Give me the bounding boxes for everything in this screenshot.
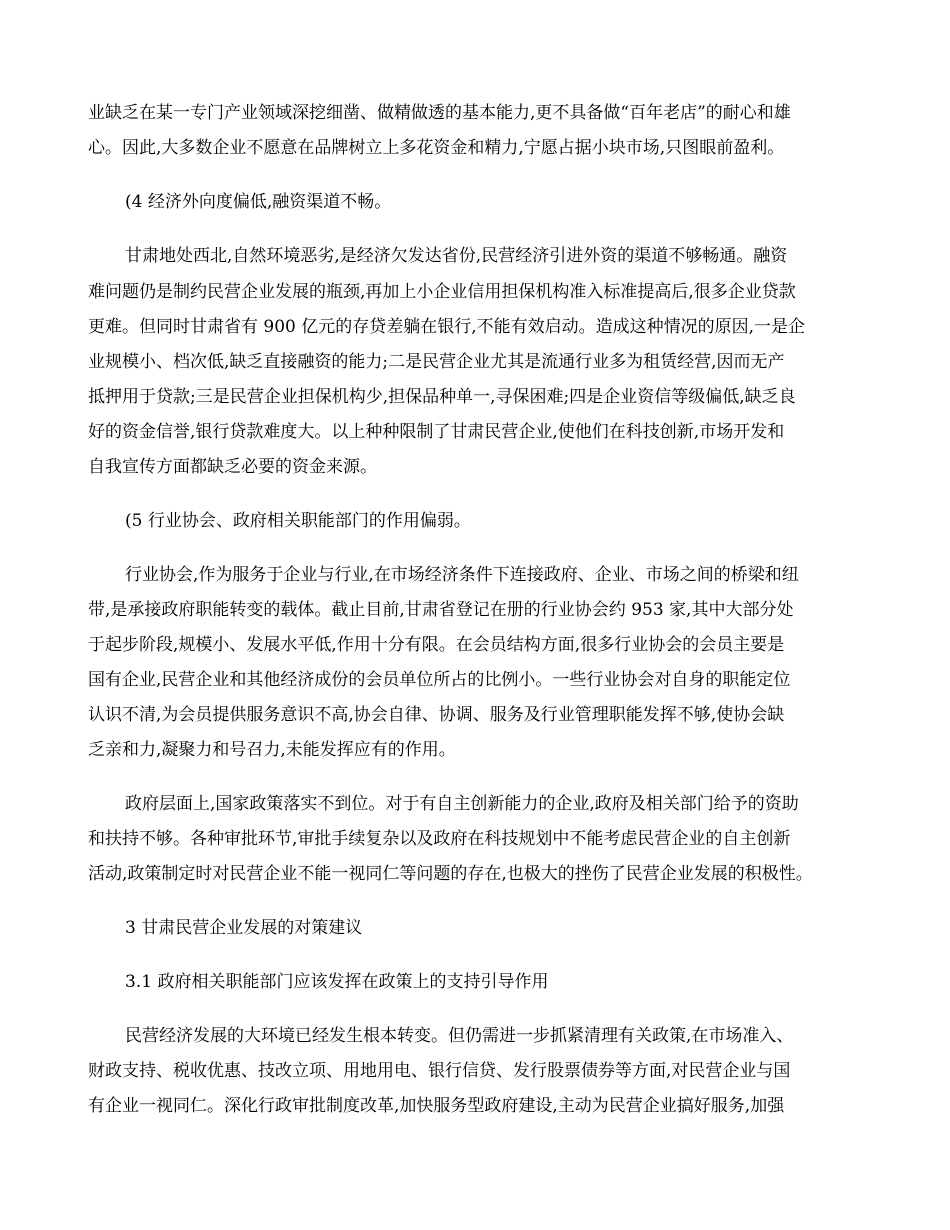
text-line: 国有企业,民营企业和其他经济成份的会员单位所占的比例小。一些行业协会对自身的职能定位 bbox=[88, 670, 791, 690]
text-line: 好的资金信誉,银行贷款难度大。以上种种限制了甘肃民营企业,使他们在科技创新,市场开发和 bbox=[88, 422, 785, 442]
text-line: 难问题仍是制约民营企业发展的瓶颈,再加上小企业信用担保机构准入标准提高后,很多企业贷款 bbox=[88, 282, 796, 302]
text-line: 业规模小、档次低,缺乏直接融资的能力;二是民营企业尤其是流通行业多为租赁经营,因而无产 bbox=[88, 352, 785, 372]
text-line: 乏亲和力,凝聚力和号召力,未能发挥应有的作用。 bbox=[88, 740, 456, 760]
text-line: 于起步阶段,规模小、发展水平低,作用十分有限。在会员结构方面,很多行业协会的会员主要是 bbox=[88, 635, 785, 655]
text-line: 有企业一视同仁。深化行政审批制度改革,加快服务型政府建设,主动为民营企业搞好服务,加强 bbox=[88, 1096, 785, 1116]
text-line: 财政支持、税收优惠、技改立项、用地用电、银行信贷、发行股票债券等方面,对民营企业与国 bbox=[88, 1061, 791, 1081]
text-line: 认识不清,为会员提供服务意识不高,协会自律、协调、服务及行业管理职能发挥不够,使协会缺 bbox=[88, 705, 785, 725]
list-heading: (4 经济外向度偏低,融资渠道不畅。 bbox=[125, 192, 392, 212]
text-line: 民营经济发展的大环境已经发生根本转变。但仍需进一步抓紧清理有关政策,在市场准入、 bbox=[125, 1026, 794, 1046]
text-line: 心。因此,大多数企业不愿意在品牌树立上多花资金和精力,宁愿占据小块市场,只图眼前盈利。 bbox=[88, 138, 785, 158]
text-line: 和扶持不够。各种审批环节,审批手续复杂以及政府在科技规划中不能考虑民营企业的自主创新 bbox=[88, 829, 791, 849]
text-line: 带,是承接政府职能转变的载体。截止目前,甘肃省登记在册的行业协会约 953 家,其中大部分处 bbox=[88, 600, 794, 620]
text-line: 业缺乏在某一专门产业领域深挖细凿、做精做透的基本能力,更不具备做“百年老店”的耐心和雄 bbox=[88, 103, 791, 123]
text-line: 活动,政策制定时对民营企业不能一视同仁等问题的存在,也极大的挫伤了民营企业发展的积极性。 bbox=[88, 864, 813, 884]
text-line: 更难。但同时甘肃省有 900 亿元的存贷差躺在银行,不能有效启动。造成这种情况的原因,一是企 bbox=[88, 317, 806, 337]
text-line: 自我宣传方面都缺乏必要的资金来源。 bbox=[88, 457, 377, 477]
text-line: 政府层面上,国家政策落实不到位。对于有自主创新能力的企业,政府及相关部门给予的资助 bbox=[125, 794, 799, 814]
subsection-heading: 3.1 政府相关职能部门应该发挥在政策上的支持引导作用 bbox=[125, 972, 549, 992]
text-line: 甘肃地处西北,自然环境恶劣,是经济欠发达省份,民营经济引进外资的渠道不够畅通。融资 bbox=[125, 246, 788, 266]
text-line: 抵押用于贷款;三是民营企业担保机构少,担保品种单一,寻保困难;四是企业资信等级偏低,缺乏良 bbox=[88, 387, 796, 407]
list-heading: (5 行业协会、政府相关职能部门的作用偏弱。 bbox=[125, 511, 471, 531]
section-heading: 3 甘肃民营企业发展的对策建议 bbox=[125, 918, 363, 938]
text-line: 行业协会,作为服务于企业与行业,在市场经济条件下连接政府、企业、市场之间的桥梁和纽 bbox=[125, 565, 799, 585]
